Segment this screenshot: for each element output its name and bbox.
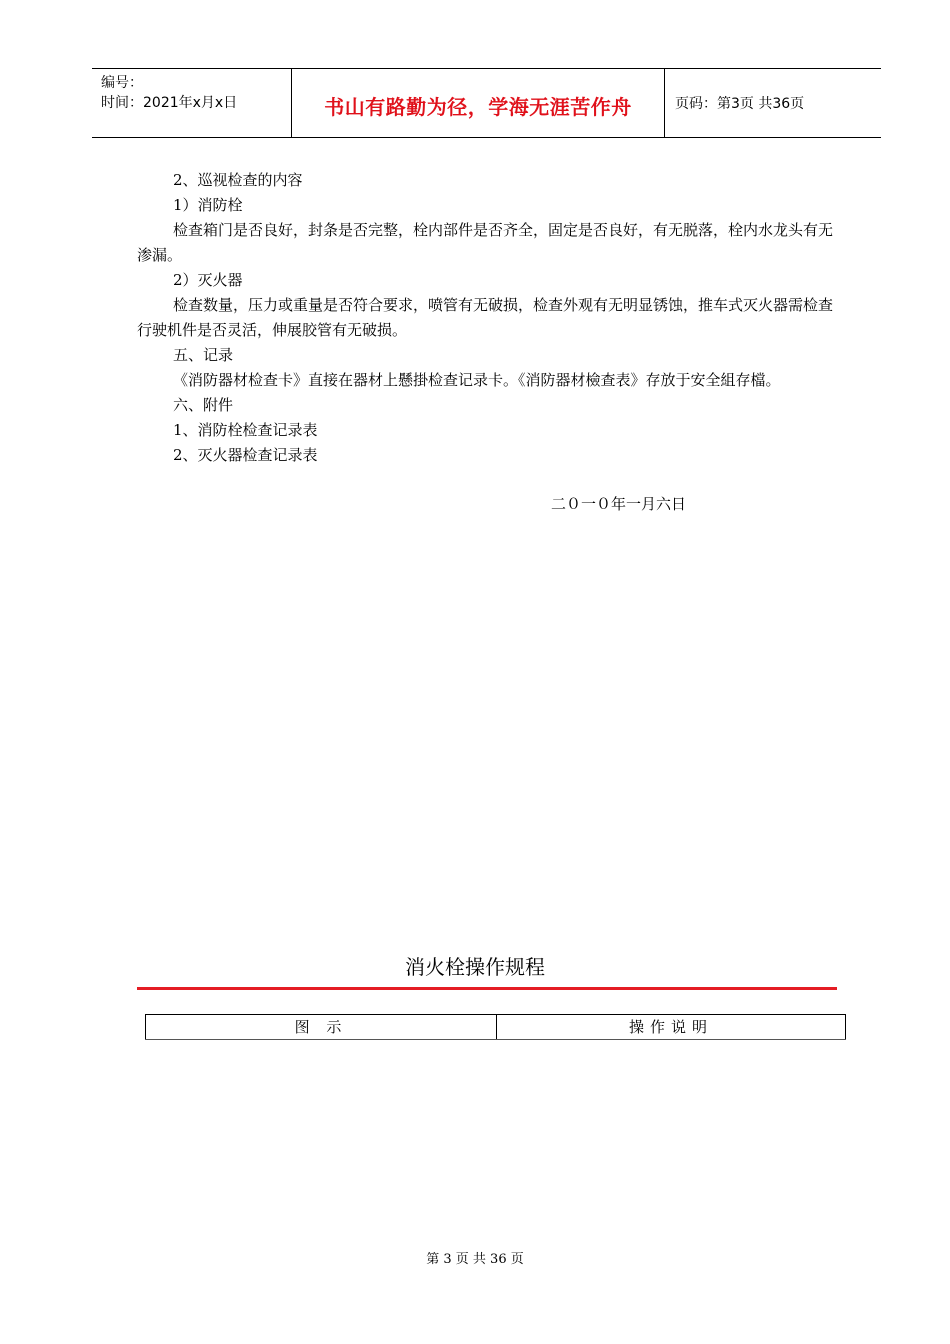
attachment-item: 1、消防栓检查记录表	[173, 421, 318, 439]
subsection-heading: 1）消防栓	[173, 196, 243, 214]
page-header	[92, 68, 881, 138]
header-meta-cell	[92, 69, 292, 137]
section-heading: 2、巡视检查的内容	[173, 171, 303, 189]
sop-table	[145, 1014, 846, 1040]
document-time: 时间：2021年x月x日	[101, 95, 238, 111]
paragraph: 《消防器材检查卡》直接在器材上懸掛检查记录卡。《消防器材檢查表》存放于安全組存檔。	[173, 371, 781, 389]
attachment-item: 2、灭火器检查记录表	[173, 446, 318, 464]
sop-title: 消火栓操作规程	[405, 955, 545, 979]
document-number: 编号：	[101, 75, 143, 91]
table-header-instructions: 操作说明	[628, 1018, 713, 1036]
body-text	[137, 168, 839, 468]
paragraph: 检查数量，压力或重量是否符合要求，喷管有无破损，检查外观有无明显锈蚀，推车式灭火器需检查行驶机件是否灵活，伸展胶管有无破损。	[137, 296, 834, 339]
section-heading: 五、记录	[173, 346, 234, 364]
subsection-heading: 2）灭火器	[173, 271, 243, 289]
section-heading: 六、附件	[173, 396, 234, 414]
document-date: 二０一０年一月六日	[551, 495, 687, 513]
title-divider	[137, 987, 837, 990]
table-header-illustration: 图 示	[146, 1015, 497, 1039]
paragraph: 检查箱门是否良好，封条是否完整，栓内部件是否齐全，固定是否良好，有无脱落，栓内水龙头有无渗漏。	[137, 221, 834, 264]
header-page-cell	[665, 69, 881, 137]
header-motto: 书山有路勤为径，学海无涯苦作舟	[324, 95, 632, 119]
header-page-info: 页码：第3页 共36页	[675, 96, 805, 112]
header-motto-cell	[292, 69, 665, 137]
page-footer: 第 3 页 共 36 页	[426, 1252, 524, 1267]
